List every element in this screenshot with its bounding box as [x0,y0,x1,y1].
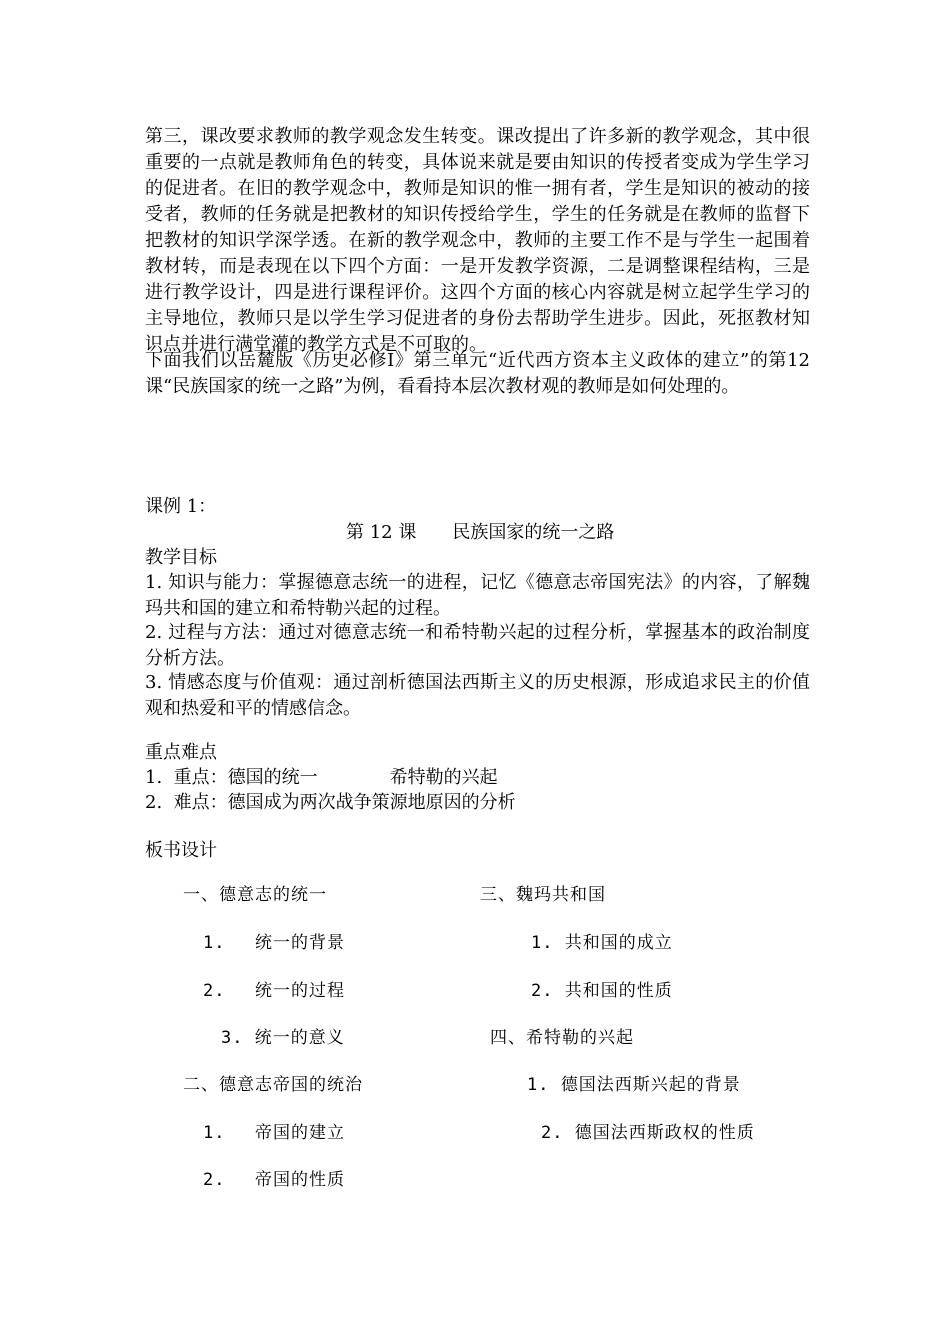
objective-item-1: 1. 知识与能力：掌握德意志统一的进程，记忆《德意志帝国宪法》的内容，了解魏玛共和国的建立和希特勒兴起的过程。 [145,572,810,619]
board-section-4-item-1: 1. 德国法西斯兴起的背景 [527,1075,741,1095]
item-number: 2. [203,981,226,1001]
board-section-3: 三、魏玛共和国 [480,885,606,905]
board-section-2: 二、德意志帝国的统治 [183,1075,363,1095]
item-text: 帝国的建立 [255,1123,345,1143]
item-number: 1. [203,933,226,953]
item-text: 统一的过程 [255,981,345,1001]
board-section-4-item-2: 2. 德国法西斯政权的性质 [541,1123,755,1143]
board-section-3-item-2: 2. 共和国的性质 [531,981,673,1001]
item-number: 1. [203,1123,226,1143]
board-section-1-item-1 [203,931,345,955]
item-text: 统一的背景 [255,933,345,953]
objective-item-2: 2. 过程与方法：通过对德意志统一和希特勒兴起的过程分析，掌握基本的政治制度分析方法。 [145,622,810,669]
board-heading: 板书设计 [145,840,217,861]
board-section-3-item-1: 1. 共和国的成立 [531,933,673,953]
lesson-title: 第 12 课 民族国家的统一之路 [346,522,615,543]
board-section-1-item-2 [203,979,345,1003]
board-section-1: 一、德意志的统一 [183,885,327,905]
intro-paragraph-2: 下面我们以岳麓版《历史必修Ⅰ》第三单元“近代西方资本主义政体的建立”的第12课“民族国家的统一之路”为例，看看持本层次教材观的教师是如何处理的。 [145,350,810,397]
board-section-1-item-3: 3. 统一的意义 [221,1028,345,1048]
objectives-heading: 教学目标 [145,547,217,568]
board-section-4: 四、希特勒的兴起 [490,1028,634,1048]
key-point-item-2: 2. 难点：德国成为两次战争策源地原因的分析 [145,792,516,813]
intro-paragraph-1: 第三，课改要求教师的教学观念发生转变。课改提出了许多新的教学观念，其中很重要的一点就是教师角色的转变，具体说来就是要由知识的传授者变成为学生学习的促进者。在旧的教学观念中，教师是知识的惟一拥有者，学生是知识的被动的接受者，教师的任务就是把教材的知识传授给学生，学生的任务就是在教师的监督下把教材的知识学深学透。在新的教学观念中，教师的主要工作不是与学生一起围着教材转，而是表现在以下四个方面：一是开发教学资源，二是调整课程结构，三是进行教学设计，四是进行课程评价。这四个方面的核心内容就是树立起学生学习的主导地位，教师只是以学生学习促进者的身份去帮助学生进步。因此，死抠教材知识点并进行满堂灌的教学方式是不可取的。 [145,126,810,355]
board-section-2-item-1 [203,1121,345,1145]
key-points-heading: 重点难点 [145,742,217,763]
objective-item-3: 3. 情感态度与价值观：通过剖析德国法西斯主义的历史根源，形成追求民主的价值观和热爱和平的情感信念。 [145,672,810,719]
case-label: 课例 1： [145,496,217,517]
board-section-2-item-2 [203,1168,345,1192]
item-text: 帝国的性质 [255,1170,345,1190]
key-point-item-1: 1. 重点：德国的统一 希特勒的兴起 [145,767,498,788]
item-number: 2. [203,1170,226,1190]
